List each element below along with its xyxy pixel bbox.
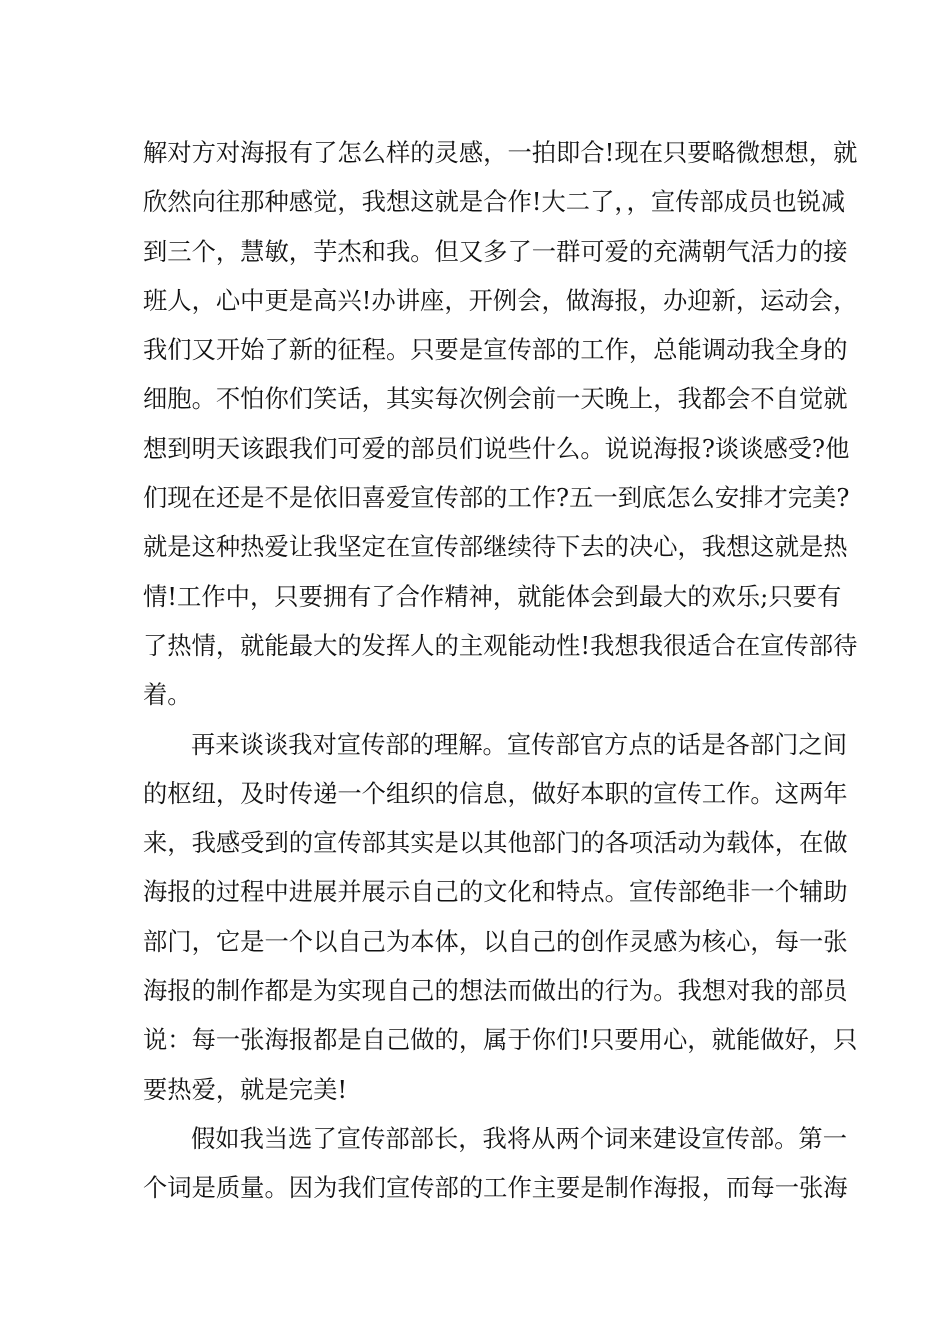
text-line: 部门，它是一个以自己为本体，以自己的创作灵感为核心，每一张 [143, 926, 848, 956]
text-line: 就是这种热爱让我坚定在宣传部继续待下去的决心，我想这就是热 [143, 532, 848, 562]
paragraph-2 [143, 720, 858, 1114]
text-line: 想到明天该跟我们可爱的部员们说些什么。说说海报?谈谈感受?他 [143, 433, 850, 463]
text-line: 班人，心中更是高兴!办讲座，开例会，做海报，办迎新，运动会， [143, 285, 858, 315]
text-line: 细胞。不怕你们笑话，其实每次例会前一天晚上，我都会不自觉就 [143, 384, 848, 414]
paragraph-1 [143, 128, 858, 720]
paragraph-3 [143, 1114, 848, 1213]
text-line: 海报的制作都是为实现自己的想法而做出的行为。我想对我的部员 [143, 976, 848, 1006]
text-line: 情!工作中，只要拥有了合作精神，就能体会到最大的欢乐;只要有 [143, 581, 842, 611]
document-body [143, 128, 858, 1213]
text-line: 到三个，慧敏，芋杰和我。但又多了一群可爱的充满朝气活力的接 [143, 236, 848, 266]
text-line: 来，我感受到的宣传部其实是以其他部门的各项活动为载体，在做 [143, 828, 848, 858]
text-line: 了热情，就能最大的发挥人的主观能动性!我想我很适合在宣传部待 [143, 630, 858, 660]
text-line: 着。 [143, 680, 192, 710]
text-line: 海报的过程中进展并展示自己的文化和特点。宣传部绝非一个辅助 [143, 877, 848, 907]
text-line: 解对方对海报有了怎么样的灵感，一拍即合!现在只要略微想想，就 [143, 138, 858, 167]
text-line: 的枢纽，及时传递一个组织的信息，做好本职的宣传工作。这两年 [143, 778, 848, 808]
text-line: 们现在还是不是依旧喜爱宣传部的工作?五一到底怎么安排才完美? [143, 483, 850, 513]
text-line: 我们又开始了新的征程。只要是宣传部的工作，总能调动我全身的 [143, 335, 848, 365]
text-line: 再来谈谈我对宣传部的理解。宣传部官方点的话是各部门之间 [191, 729, 848, 759]
text-line: 欣然向往那种感觉，我想这就是合作!大二了，，宣传部成员也锐减 [143, 187, 846, 217]
text-line: 要热爱，就是完美! [143, 1074, 348, 1104]
text-line: 假如我当选了宣传部部长，我将从两个词来建设宣传部。第一 [191, 1123, 848, 1153]
text-line: 说：每一张海报都是自己做的，属于你们!只要用心，就能做好，只 [143, 1025, 858, 1055]
text-line: 个词是质量。因为我们宣传部的工作主要是制作海报，而每一张海 [143, 1173, 848, 1203]
